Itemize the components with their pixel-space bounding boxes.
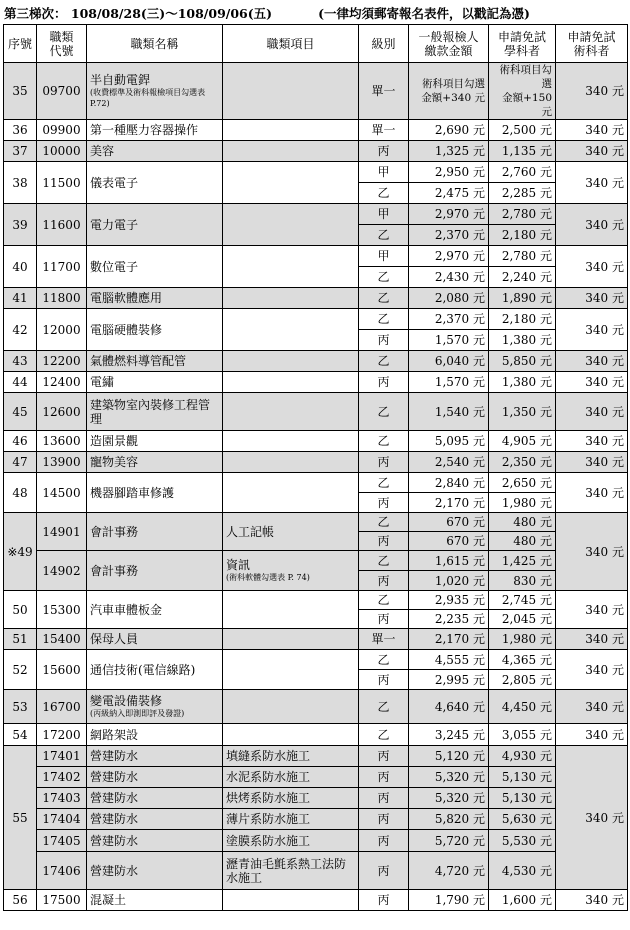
date-range: 108/08/28(三)～108/09/06(五) <box>70 6 273 21</box>
table-row: 54 17200 網路架設 乙 3,245 元 3,055 元 340 元 <box>4 724 628 746</box>
table-row: 17403 營建防水 烘烤系防水施工 丙 5,320 元 5,130 元 <box>4 788 628 809</box>
table-row: 17402 營建防水 水泥系防水施工 丙 5,320 元 5,130 元 <box>4 767 628 788</box>
page-header <box>4 4 626 24</box>
table-row: 46 13600 造園景觀 乙 5,095 元 4,905 元 340 元 <box>4 431 628 452</box>
col-seq: 序號 <box>4 25 37 63</box>
col-code: 職類 代號 <box>37 25 87 63</box>
table-row: 39 11600 電力電子 甲 2,970 元 2,780 元 340 元 <box>4 204 628 225</box>
col-exempt-written: 申請免試 學科者 <box>489 25 556 63</box>
fee-note: (收費標準及術科報檢項目勾選表 P.72) <box>90 88 206 108</box>
table-header-row <box>4 25 628 63</box>
round-label: 第三梯次： <box>4 6 67 21</box>
table-row: 40 11700 數位電子 甲 2,970 元 2,780 元 340 元 <box>4 246 628 267</box>
col-general: 一般報檢人 繳款金額 <box>409 25 489 63</box>
table-row: 丙 2,995 元 2,805 元 <box>4 670 628 690</box>
table-row: 41 11800 電腦軟體應用 乙 2,080 元 1,890 元 340 元 <box>4 288 628 309</box>
cert-note: (丙級納入即測即評及發證) <box>90 709 185 718</box>
table-row: 38 11500 儀表電子 甲 2,950 元 2,760 元 340 元 <box>4 162 628 183</box>
table-row: 乙 2,430 元 2,240 元 <box>4 267 628 288</box>
table-row: 55 17401 營建防水 填縫系防水施工 丙 5,120 元 4,930 元 340 元 <box>4 746 628 767</box>
software-note: (術科軟體勾選表 P. 74) <box>226 573 310 582</box>
mail-note: (一律均須郵寄報名表件，以戳記為憑) <box>318 6 530 21</box>
table-row: 53 16700 變電設備裝修 (丙級納入即測即評及發證) 乙 4,640 元 4,450 元 340 元 <box>4 690 628 724</box>
table-row: 42 12000 電腦硬體裝修 乙 2,370 元 2,180 元 340 元 <box>4 309 628 330</box>
table-row: 45 12600 建築物室內裝修工程管理 乙 1,540 元 1,350 元 340 元 <box>4 393 628 431</box>
table-row: ※49 14901 會計事務 人工記帳 乙 670 元 480 元 340 元 <box>4 513 628 532</box>
table-row: 48 14500 機器腳踏車修護 乙 2,840 元 2,650 元 340 元 <box>4 473 628 493</box>
table-row: 43 12200 氣體燃料導管配管 乙 6,040 元 5,850 元 340 元 <box>4 351 628 372</box>
table-row: 丙 1,570 元 1,380 元 <box>4 330 628 351</box>
table-row: 35 09700 半自動電銲 (收費標準及術科報檢項目勾選表 P.72) 單一 術科項目勾選 金額+340 元 術科項目勾選 金額+150 元 340 元 <box>4 63 628 120</box>
table-row: 44 12400 電繡 丙 1,570 元 1,380 元 340 元 <box>4 372 628 393</box>
table-row: 50 15300 汽車車體板金 乙 2,935 元 2,745 元 340 元 <box>4 591 628 610</box>
table-row: 乙 2,370 元 2,180 元 <box>4 225 628 246</box>
table-row: 14902 會計事務 資訊 (術科軟體勾選表 P. 74) 乙 1,615 元 1,425 元 <box>4 551 628 571</box>
table-row: 47 13900 寵物美容 丙 2,540 元 2,350 元 340 元 <box>4 452 628 473</box>
table-row: 乙 2,475 元 2,285 元 <box>4 183 628 204</box>
table-row: 51 15400 保母人員 單一 2,170 元 1,980 元 340 元 <box>4 629 628 650</box>
table-row: 丙 2,235 元 2,045 元 <box>4 610 628 629</box>
table-row: 37 10000 美容 丙 1,325 元 1,135 元 340 元 <box>4 141 628 162</box>
col-name: 職類名稱 <box>87 25 223 63</box>
table-row: 丙 1,020 元 830 元 <box>4 571 628 591</box>
col-level: 級別 <box>359 25 409 63</box>
table-row: 36 09900 第一種壓力容器操作 單一 2,690 元 2,500 元 340 元 <box>4 120 628 141</box>
table-row: 56 17500 混凝土 丙 1,790 元 1,600 元 340 元 <box>4 890 628 911</box>
table-row: 17405 營建防水 塗膜系防水施工 丙 5,720 元 5,530 元 <box>4 830 628 852</box>
table-row: 丙 2,170 元 1,980 元 <box>4 493 628 513</box>
col-item: 職類項目 <box>223 25 359 63</box>
table-row: 丙 670 元 480 元 <box>4 532 628 551</box>
table-row: 52 15600 通信技術(電信線路) 乙 4,555 元 4,365 元 340 元 <box>4 650 628 670</box>
col-exempt-practical: 申請免試 術科者 <box>556 25 628 63</box>
table-row: 17404 營建防水 薄片系防水施工 丙 5,820 元 5,630 元 <box>4 809 628 830</box>
table-row: 17406 營建防水 瀝青油毛氈系熱工法防水施工 丙 4,720 元 4,530 元 <box>4 852 628 890</box>
fee-table <box>3 24 628 911</box>
